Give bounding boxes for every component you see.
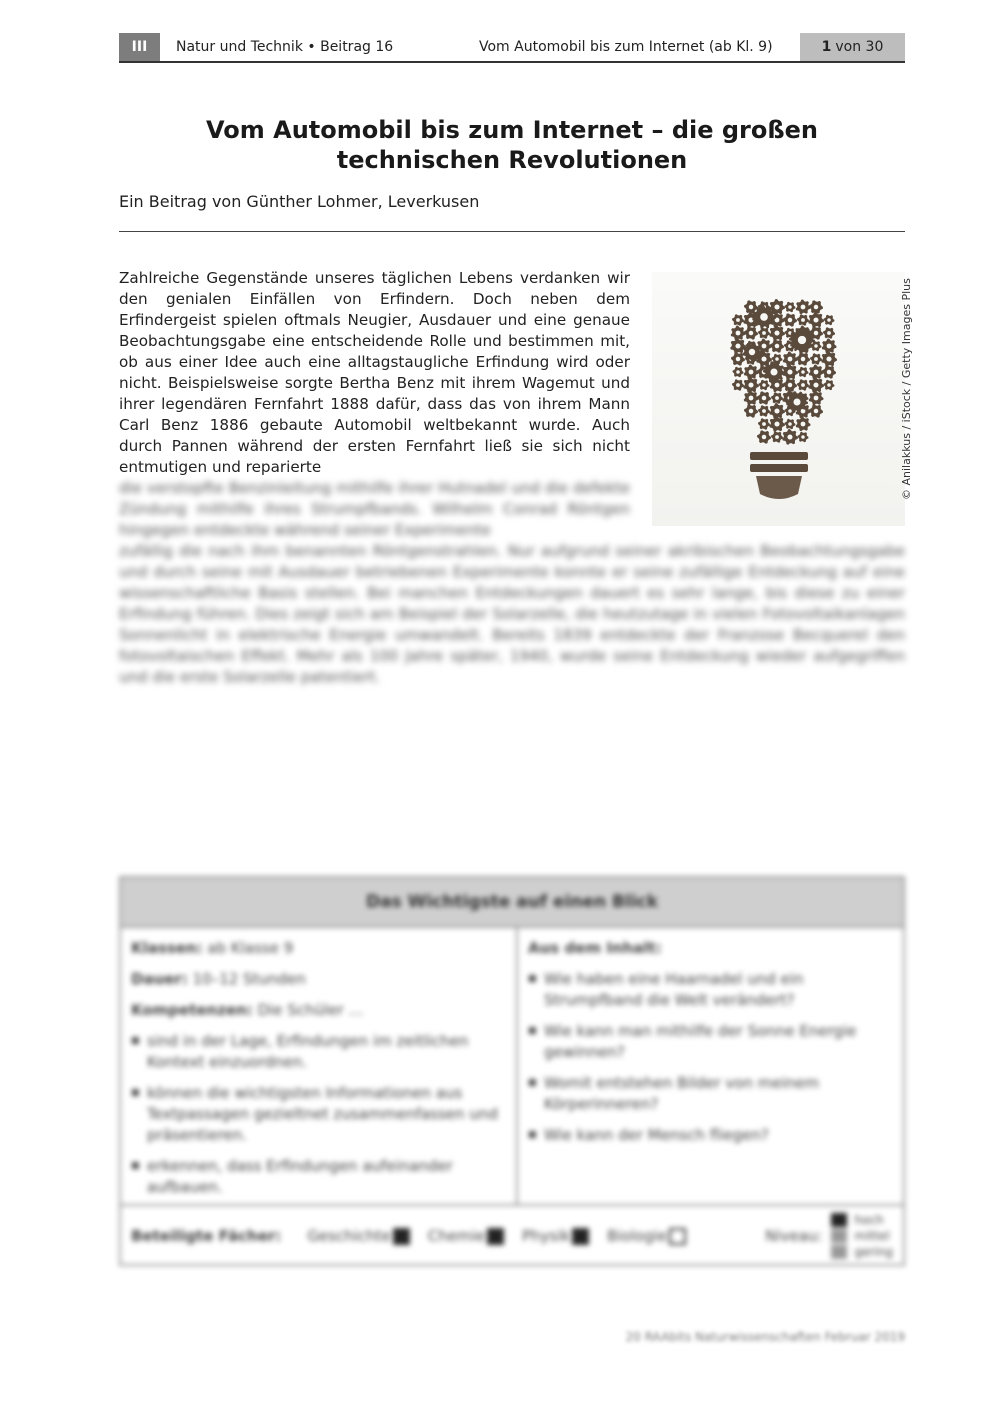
dauer-label: Dauer: xyxy=(131,970,188,988)
page-total: von 30 xyxy=(835,39,884,55)
fach-name: Geschichte xyxy=(307,1227,391,1245)
kompetenzen-row xyxy=(131,1000,506,1021)
kompetenzen-label: Kompetenzen: xyxy=(131,1001,253,1019)
dauer-value: 10–12 Stunden xyxy=(192,970,306,988)
niveau-level: hoch xyxy=(854,1213,884,1227)
summary-left-column xyxy=(121,928,518,1204)
title-line-2: technischen Revolutionen xyxy=(336,146,688,174)
title-line-1: Vom Automobil bis zum Internet – die großen xyxy=(206,116,818,144)
niveau-label: Niveau: xyxy=(765,1227,823,1245)
inhalt-item: ■ Womit entstehen Bilder von meinem Körperinneren? xyxy=(528,1073,893,1115)
niveau-indicator xyxy=(765,1212,893,1260)
blurred-text-wide: zufällig die nach ihm benannten Röntgenstrahlen. Nur aufgrund seiner akribischen Beobachtungsgabe und durch seine mit Ausdauer betriebenen Experimente konnte er seine zufällige Entdeckung auf eine wissenschaftliche Basis stellen. Bei manchen Entdeckungen dauert es sehr lange, bis diese zu einer Erfindung führen. Dies zeigt sich am Beispiel der Solarzelle, die heutzutage in vielen Fotovoltaikanlagen Sonnenlicht in elektrische Energie umwandelt. Bereits 1839 entdeckte der Franzose Becquerel den fotovoltaischen Effekt. Mehr als 100 Jahre später, 1940, wurde seine Entdeckung wieder aufgegriffen und die erste Solarzelle patentiert. xyxy=(119,542,905,686)
intro-paragraph xyxy=(119,268,630,478)
running-title: Vom Automobil bis zum Internet (ab Kl. 9) xyxy=(479,39,773,55)
summary-footer xyxy=(121,1206,903,1266)
summary-box xyxy=(119,876,905,1266)
kompetenz-item: ■ erkennen, dass Erfindungen aufeinander aufbauen. xyxy=(131,1156,506,1198)
klassen-label: Klassen: xyxy=(131,939,203,957)
klassen-row xyxy=(131,938,506,959)
kompetenz-item: ■ sind in der Lage, Erfindungen im zeitlichen Kontext einzuordnen. xyxy=(131,1031,506,1073)
niveau-levels xyxy=(855,1212,894,1260)
fach-physik xyxy=(522,1227,589,1245)
page-indicator xyxy=(800,33,905,61)
gear-lightbulb-icon xyxy=(652,272,905,526)
section-badge: III xyxy=(119,33,160,61)
inhalt-item: ■ Wie haben eine Haarnadel und ein Strumpfband die Welt verändert? xyxy=(528,969,893,1011)
checkbox-checked-icon xyxy=(487,1228,504,1245)
intro-text: Zahlreiche Gegenstände unseres täglichen Lebens verdanken wir den genialen Einfällen von Erfindern. Doch neben dem Erfindergeist spielen oftmals Neugier, Ausdauer und eine genaue Beobachtungsgabe eine entscheidende Rolle und bestimmen mit, ob aus einer Idee auch eine alltagstaugliche Erfindung wird oder nicht. Beispielsweise sorgte Bertha Benz mit ihrem Wagemut und ihrer legendären Fernfahrt 1888 dafür, dass das von ihrem Mann Carl Benz 1886 gebaute Automobil weltbekannt wurde. Auch durch Pannen während der ersten Fernfahrt ließ sie sich nicht entmutigen und reparierte xyxy=(119,269,630,476)
blurred-text-narrow: die verstopfte Benzinleitung mithilfe ihrer Hutnadel und die defekte Zündung mithilfe ihres Strumpfbands. Wilhelm Conrad Röntgen hingegen entdeckte während seiner Experimente xyxy=(119,479,630,539)
checkbox-checked-icon xyxy=(393,1228,410,1245)
checkbox-checked-icon xyxy=(572,1228,589,1245)
kompetenz-item: ■ können die wichtigsten Informationen aus Textpassagen gezieltnet zusammenfassen und präsentieren. xyxy=(131,1083,506,1146)
summary-heading: Das Wichtigste auf einen Blick xyxy=(121,878,903,928)
fach-name: Biologie xyxy=(607,1227,667,1245)
inhalt-item: ■ Wie kann man mithilfe der Sonne Energie gewinnen? xyxy=(528,1021,893,1063)
niveau-level: gering xyxy=(854,1245,893,1259)
page-header xyxy=(119,33,905,63)
image-credit: © Anilakkus / iStock / Getty Images Plus xyxy=(900,278,913,500)
faecher-label: Beteiligte Fächer: xyxy=(131,1227,282,1245)
inhalt-label: Aus dem Inhalt: xyxy=(528,939,662,957)
kompetenzen-value: Die Schüler … xyxy=(257,1001,364,1019)
page-current: 1 xyxy=(821,39,832,55)
divider xyxy=(119,231,905,232)
page-footer: 20 RAAbits Naturwissenschaften Februar 2019 xyxy=(625,1330,905,1344)
gear-lightbulb-image xyxy=(652,272,905,526)
series-label: Natur und Technik • Beitrag 16 xyxy=(176,39,394,55)
dauer-row xyxy=(131,969,506,990)
fach-geschichte xyxy=(307,1227,409,1245)
byline: Ein Beitrag von Günther Lohmer, Leverkusen xyxy=(119,192,480,211)
summary-columns xyxy=(121,928,903,1206)
fach-name: Chemie xyxy=(427,1227,485,1245)
summary-right-column xyxy=(518,928,903,1204)
page-title xyxy=(119,115,905,175)
inhalt-item: ■ Wie kann der Mensch fliegen? xyxy=(528,1125,893,1146)
fach-biologie xyxy=(607,1227,686,1245)
fach-chemie xyxy=(428,1227,504,1245)
niveau-level: mittel xyxy=(854,1229,890,1243)
checkbox-empty-icon xyxy=(669,1228,686,1245)
klassen-value: ab Klasse 9 xyxy=(207,939,294,957)
fach-name: Physik xyxy=(521,1227,571,1245)
niveau-bars-icon xyxy=(831,1213,847,1259)
